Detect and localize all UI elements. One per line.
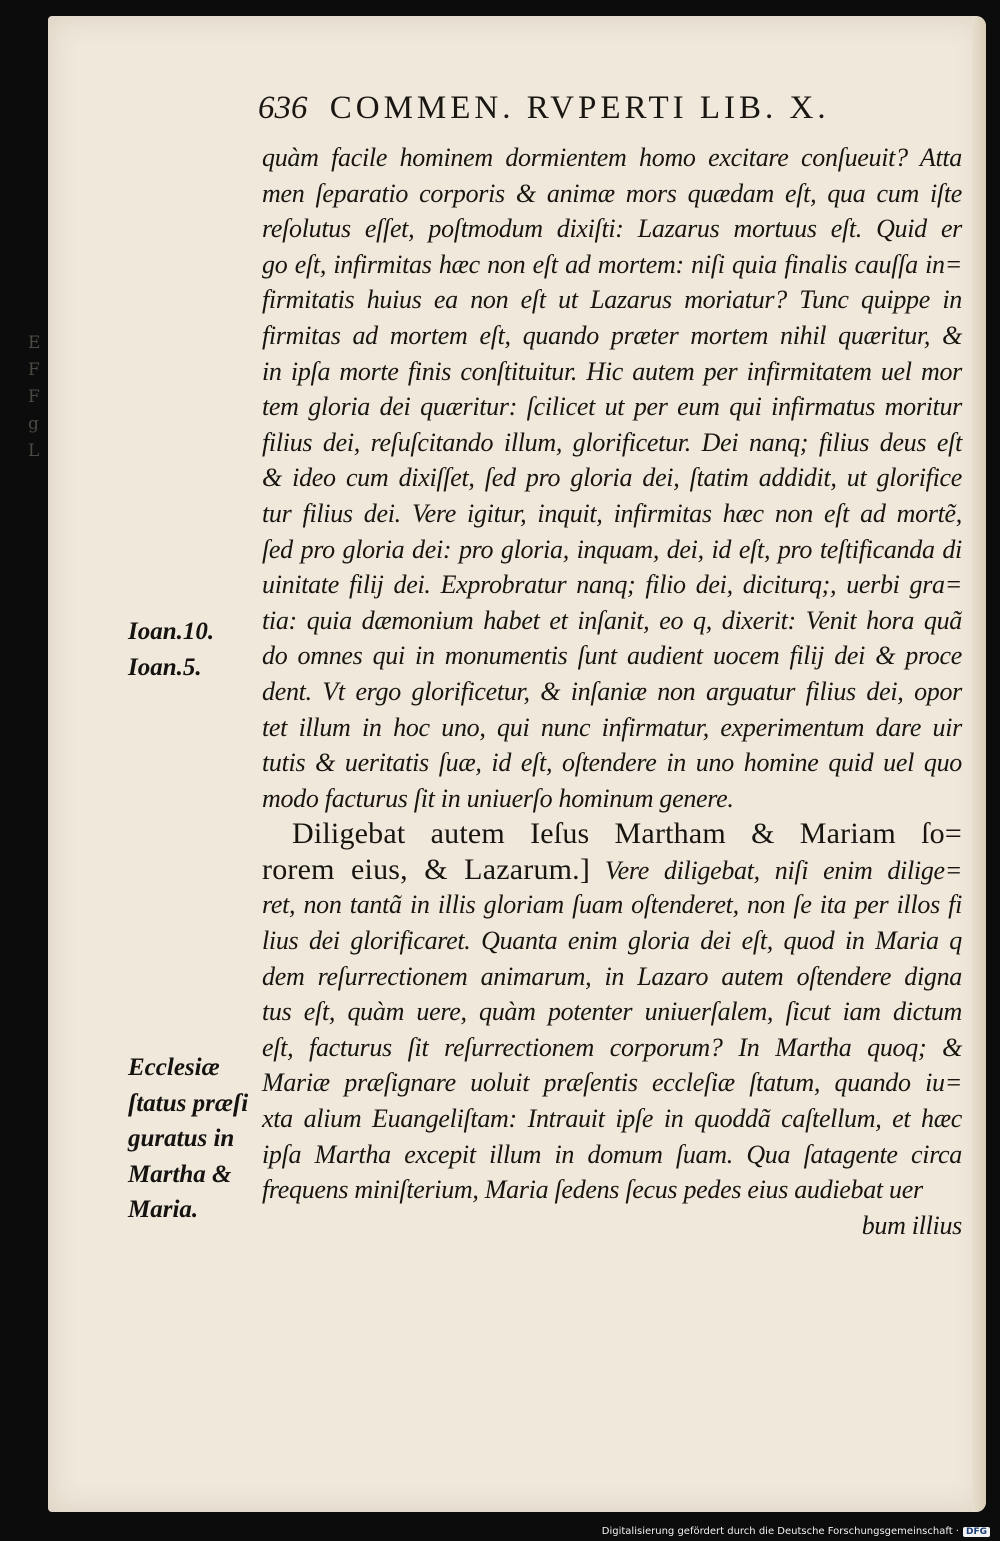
main-text-block: [262, 140, 962, 1243]
fragment-letter: E: [28, 333, 41, 353]
marginal-ref: Ioan.10.: [128, 618, 215, 645]
marginal-note-line: Martha &: [128, 1160, 232, 1188]
text-line: tutis & ueritatis ſuæ, id eſt, oſtendere in uno homine quid uel quo: [262, 748, 962, 778]
marginal-ref: Ioan.5.: [128, 653, 202, 681]
text-line: uinitate filij dei. Exprobratur nanq; filio dei, diciturq;, uerbi gra=: [262, 570, 962, 600]
fragment-letter: L: [28, 441, 40, 461]
dfg-logo: DFG: [963, 1527, 990, 1537]
text-line: in ipſa morte finis conſtituitur. Hic autem per infirmitatem uel mor: [262, 356, 962, 386]
text-line: tus eſt, quàm uere, quàm potenter uniuerſalem, ſicut iam dictum: [262, 997, 962, 1027]
running-title: COMMEN. RVPERTI LIB. X.: [329, 90, 830, 126]
fragment-letter: F: [28, 387, 40, 407]
adjacent-page-fragment: [0, 330, 40, 465]
marginal-note-line: Ecclesiæ: [128, 1054, 220, 1081]
marginal-references: [128, 614, 258, 685]
running-header: [258, 90, 958, 127]
text-line: tur filius dei. Vere igitur, inquit, infirmitas hæc non eſt ad mortẽ,: [262, 498, 962, 528]
text-line: & ideo cum dixiſſet, ſed pro gloria dei, ſtatim addidit, ut glorifice: [262, 463, 962, 493]
text-line: go eſt, infirmitas hæc non eſt ad mortem: niſi quia finalis cauſſa in=: [262, 249, 962, 279]
commentary-text: Vere diligebat, niſi enim dilige=: [590, 855, 962, 885]
folio-number: 636: [258, 90, 308, 126]
text-line: lius dei glorificaret. Quanta enim gloria dei eſt, quod in Maria q: [262, 926, 962, 956]
text-line: do omnes qui in monumentis ſunt audient uocem filij dei & proce: [262, 641, 962, 671]
digitization-credit: [602, 1526, 990, 1537]
text-line: eſt, facturus ſit reſurrectionem corporum? In Martha quoq; &: [262, 1032, 962, 1062]
text-line: men ſeparatio corporis & animæ mors quædam eſt, qua cum iſte: [262, 178, 962, 208]
marginal-note-line: Maria.: [128, 1196, 199, 1224]
lemma-line-2: [262, 852, 962, 888]
text-line: tet illum in hoc uno, qui nunc infirmatur, experimentum dare uir: [262, 712, 962, 742]
marginal-note-line: guratus in: [128, 1125, 235, 1153]
text-before-lemma: [262, 140, 962, 816]
text-line: dem reſurrectionem animarum, in Lazaro autem oſtendere digna: [262, 961, 962, 991]
text-line: xta alium Euangeliſtam: Intrauit ipſe in quoddã caſtellum, et hæc: [262, 1104, 962, 1134]
text-line: modo facturus ſit in uniuerſo hominum genere.: [262, 783, 734, 813]
fragment-letter: g: [28, 414, 39, 434]
text-line: reſolutus eſſet, poſtmodum dixiſti: Lazarus mortuus eſt. Quid er: [262, 214, 962, 244]
text-line: ipſa Martha excepit illum in domum ſuam. Qua ſatagente circa: [262, 1139, 962, 1169]
text-line: quàm facile hominem dormientem homo excitare conſueuit? Atta: [262, 143, 962, 172]
text-line: Mariæ præſignare uoluit præſentis eccleſiæ ſtatum, quando iu=: [262, 1068, 962, 1098]
page-edge: [972, 16, 986, 1512]
marginal-note: [128, 1050, 258, 1228]
text-line: frequens miniſterium, Maria ſedens ſecus pedes eius audiebat uer: [262, 1175, 923, 1205]
text-line: firmitatis huius ea non eſt ut Lazarus moriatur? Tunc quippe in: [262, 285, 962, 315]
lemma-text: rorem eius, & Lazarum.]: [262, 852, 591, 886]
text-line: firmitas ad mortem eſt, quando præter mortem nihil quæritur, &: [262, 320, 962, 350]
credit-text: Digitalisierung gefördert durch die Deutsche Forschungsgemeinschaft ·: [601, 1526, 959, 1537]
marginal-note-line: ſtatus præſi: [128, 1089, 249, 1117]
text-line: filius dei, reſuſcitando illum, glorificetur. Dei nanq; filius deus eſt: [262, 427, 962, 457]
text-line: tia: quia dæmonium habet et inſanit, eo q, dixerit: Venit hora quã: [262, 605, 962, 635]
fragment-letter: F: [28, 360, 40, 380]
text-line: ret, non tantã in illis gloriam ſuam oſtenderet, non ſe ita per illos fi: [262, 890, 962, 920]
catchword: bum illius: [861, 1210, 962, 1240]
text-after-lemma: [262, 887, 962, 1207]
lemma-line-1: [292, 816, 962, 852]
text-line: ſed pro gloria dei: pro gloria, inquam, dei, id eſt, pro teſtificanda di: [262, 534, 962, 564]
text-line: tem gloria dei quæritur: ſcilicet ut per eum qui infirmatus moritur: [262, 392, 962, 422]
text-line: dent. Vt ergo glorificetur, & inſaniæ non arguatur filius dei, opor: [262, 676, 962, 706]
lemma-text: Diligebat autem Ieſus Martham & Mariam ſo=: [292, 817, 962, 851]
